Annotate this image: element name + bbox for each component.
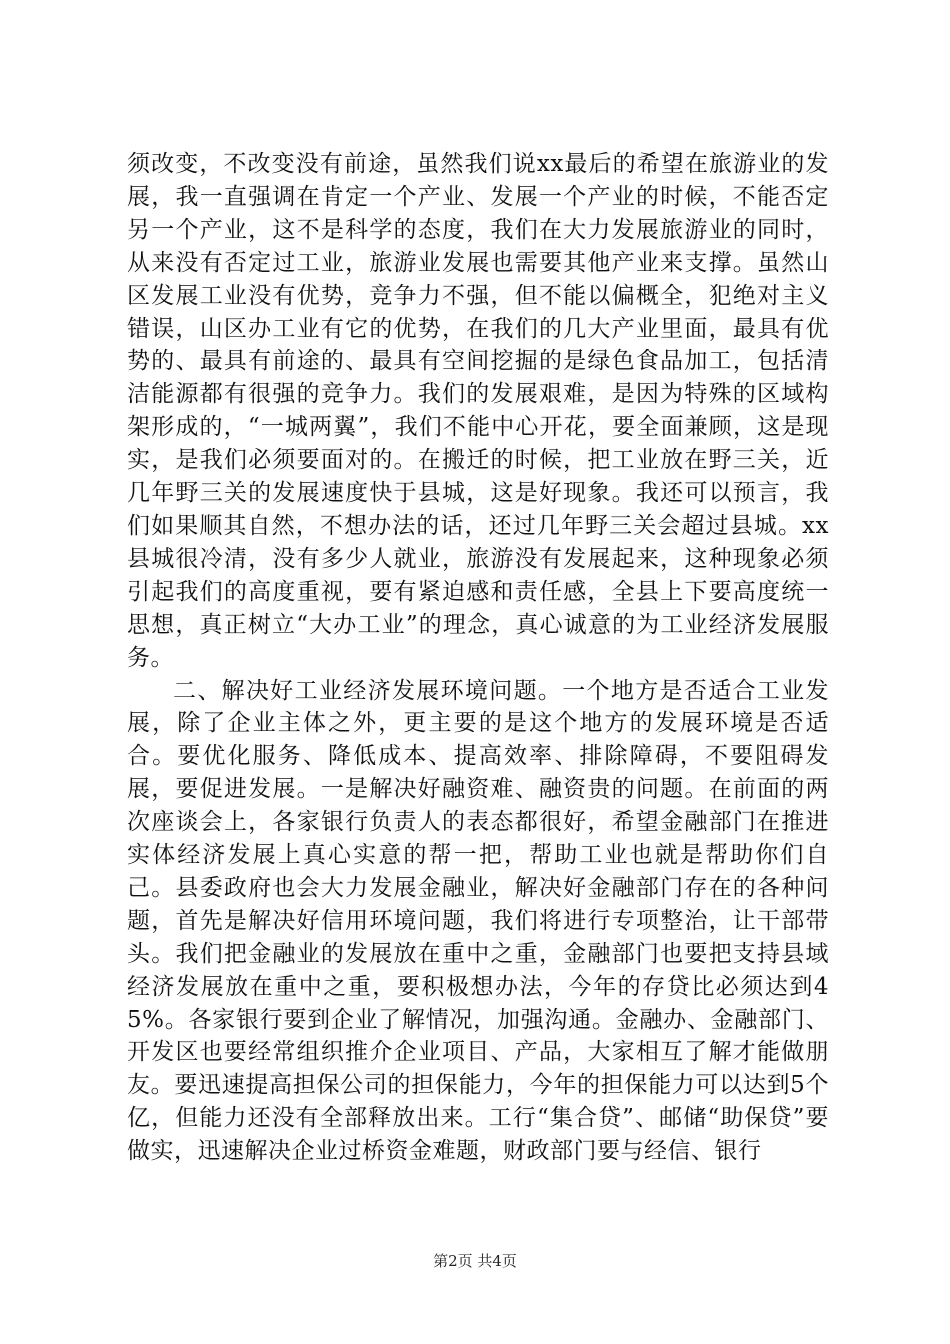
document-body [127,148,829,1168]
page-footer [0,1250,950,1271]
paragraph-continuation: 须改变，不改变没有前途，虽然我们说xx最后的希望在旅游业的发展，我一直强调在肯定一个产业、发展一个产业的时候，不能否定另一个产业，这不是科学的态度，我们在大力发展旅游业的同时，从来没有否定过工业，旅游业发展也需要其他产业来支撑。虽然山区发展工业没有优势，竞争力不强，但不能以偏概全，犯绝对主义错误，山区办工业有它的优势，在我们的几大产业里面，最具有优势的、最具有前途的、最具有空间挖掘的是绿色食品加工，包括清洁能源都有很强的竞争力。我们的发展艰难，是因为特殊的区域构架形成的，“一城两翼”，我们不能中心开花，要全面兼顾，这是现实，是我们必须要面对的。在搬迁的时候，把工业放在野三关，近几年野三关的发展速度快于县城，这是好现象。我还可以预言，我们如果顺其自然，不想办法的话，还过几年野三关会超过县城。xx县城很冷清，没有多少人就业，旅游没有发展起来，这种现象必须引起我们的高度重视，要有紧迫感和责任感，全县上下要高度统一思想，真正树立“大办工业”的理念，真心诚意的为工业经济发展服务。 [127,151,829,671]
page-number-label: 第2页 共4页 [433,1252,517,1270]
paragraph-section-two: 二、解决好工业经济发展环境问题。一个地方是否适合工业发展，除了企业主体之外，更主要的是这个地方的发展环境是否适合。要优化服务、降低成本、提高效率、排除障碍，不要阻碍发展，要促进发展。一是解决好融资难、融资贵的问题。在前面的两次座谈会上，各家银行负责人的表态都很好，希望金融部门在推进实体经济发展上真心实意的帮一把，帮助工业也就是帮助你们自己。县委政府也会大力发展金融业，解决好金融部门存在的各种问题，首先是解决好信用环境问题，我们将进行专项整治，让干部带头。我们把金融业的发展放在重中之重，金融部门也要把支持县域经济发展放在重中之重，要积极想办法，今年的存贷比必须达到45%。各家银行要到企业了解情况，加强沟通。金融办、金融部门、开发区也要经常组织推介企业项目、产品，大家相互了解才能做朋友。要迅速提高担保公司的担保能力，今年的担保能力可以达到5个亿，但能力还没有全部释放出来。工行“集合贷”、邮储“助保贷”要做实，迅速解决企业过桥资金难题，财政部门要与经信、银行 [127,677,829,1165]
